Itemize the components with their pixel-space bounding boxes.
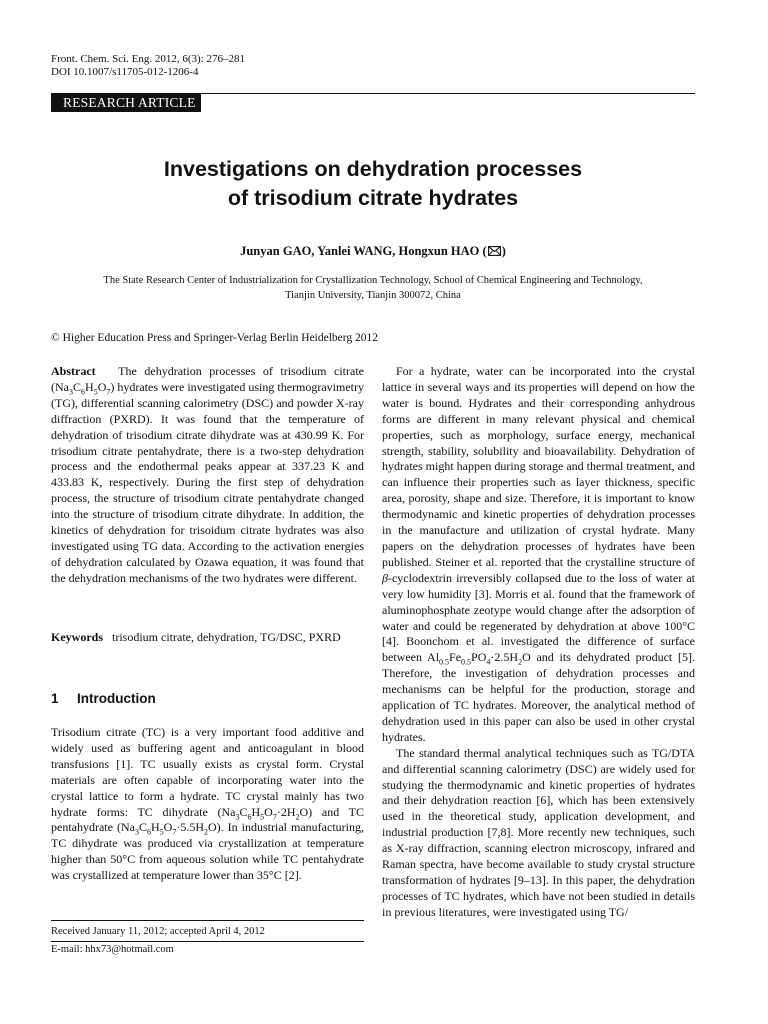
- sub: 3: [69, 387, 73, 397]
- abstract-text-a: The dehydration processes of trisodium citrate (Na: [51, 364, 364, 394]
- author-close-paren: ): [501, 244, 506, 258]
- intro-text-d: ·5.5H: [176, 820, 204, 835]
- sub: 0.5: [439, 657, 450, 667]
- journal-doi: DOI 10.1007/s11705-012-1206-4: [51, 65, 199, 78]
- intro-text-e: O). In industrial manufacturing, TC dihydrate was produced via crystallization at temperature higher than 50°C from aqueous solution while TC pentahydrate was crystallized at temperature lower than 35°C [2].: [51, 820, 364, 883]
- journal-citation: Front. Chem. Sci. Eng. 2012, 6(3): 276–281: [51, 53, 246, 65]
- title-line-2: of trisodium citrate hydrates: [227, 186, 519, 210]
- keywords-block: [51, 630, 364, 646]
- keywords-text: trisodium citrate, dehydration, TG/DSC, PXRD: [112, 630, 341, 644]
- text-run: Fe: [449, 650, 462, 665]
- introduction-paragraph: Trisodium citrate (TC) is a very important food additive and widely used as buffering agent and anticoagulant in blood transfusions [1]. TC usually exists as crystal form. Crystal materials are often capable of incorporating water into the crystal lattice to form a hydrate. TC crystal mainly has two hydrate forms: TC dihydrate $(Na_3C_6H_5O_7\cdot 2H_2O)$ and TC pentahydrate $(Na_3C_6H_5O_7\cdot 5.5H_2O)$. In industrial manufacturing, TC dihydrate was produced via crystallization at temperature higher than 50°C from aqueous solution while TC pentahydrate was crystallized at temperature lower than 35°C [2].: [51, 725, 364, 883]
- intro-text-c: O) and TC pentahydrate (Na: [51, 804, 364, 835]
- paragraph-hydrates: [382, 364, 695, 746]
- text-run: For a hydrate, water can be incorporated into the crystal lattice in several ways and its properties will depend on how the water is bound. Hydrates and their corresponding anhydrous forms are different in many relevant physical and chemical properties, such as morphology, surface energy, mechanical strength, stability, solubility and bioavailability. Dehydration of hydrates might happen during storage and thermal treatment, and can influence their properties such as layer thickness, specific area, porosity, shape and size. Therefore, it is important to know thermodynamic and kinetic properties of dehydration processes in the manufacture and utilization of crystal hydrate. Many papers on the dehydration processes of hydrates have been published. Steiner et al. reported that the crystalline structure of: [382, 364, 695, 569]
- abstract-label: Abstract: [51, 364, 96, 378]
- keywords-label: Keywords: [51, 630, 103, 644]
- article-title: [51, 155, 695, 213]
- abstract-text-e: ) hydrates were investigated using thermogravimetry (TG), differential scanning calorimetry (DSC) and powder X-ray diffraction (PXRD). It was found that the temperature of dehydration of trisodium citrate dihydrate was at 430.99 K. For trisodium citrate pentahydrate, there is a two-step dehydration process and the endothermal peaks appear at 337.23 K and 433.83 K, respectively. During the first step of dehydration process, the structure of trisodium citrate pentahydrate changed into the structure of trisodium citrate dihydrate. In addition, the kinetics of dehydration for trisoidum citrate hydrates was also investigated using TG data. According to the activation energies of dehydration calculated by Ozawa equation, it was found that the dehydration mechanisms of the two hydrates were different.: [51, 379, 364, 585]
- text-run: ·2.5H: [490, 650, 519, 665]
- abstract-text-b: C: [73, 379, 82, 394]
- sub: 6: [146, 827, 151, 837]
- section-title: Introduction: [77, 691, 156, 706]
- author-names: Junyan GAO, Yanlei WANG, Hongxun HAO (: [240, 244, 487, 258]
- footnote-rule-2: [51, 941, 364, 942]
- sub: 7: [106, 387, 111, 397]
- affiliation-line-1: The State Research Center of Industrialization for Crystallization Technology, School of Chemical Engineering and Technology,: [103, 275, 643, 286]
- abstract-block: [51, 364, 364, 587]
- beta-symbol: β: [382, 570, 388, 585]
- sub: 2: [204, 827, 208, 837]
- intro-text-a: Trisodium citrate (TC) is a very important food additive and widely used as buffering agent and anticoagulant in blood transfusions [1]. TC usually exists as crystal form. Crystal materials are often capable of incorporating water into the crystal lattice to form a hydrate. TC crystal mainly has two hydrate forms: TC dihydrate (Na: [51, 725, 364, 819]
- copyright-notice: © Higher Education Press and Springer-Verlag Berlin Heidelberg 2012: [51, 332, 379, 344]
- sub: 5: [260, 811, 265, 821]
- sub: 5: [159, 827, 164, 837]
- section-number: 1: [51, 691, 59, 706]
- sub: 2: [295, 811, 300, 821]
- sub: 4: [486, 657, 491, 667]
- abstract-text-c: H: [85, 379, 94, 394]
- sub: 0.5: [461, 657, 472, 667]
- right-column-text: [382, 364, 695, 921]
- sub: 2: [518, 657, 523, 667]
- abstract-text-d: O: [97, 379, 107, 394]
- section-heading-introduction: [51, 691, 156, 707]
- text-run: O and its dehydrated product [5]. Therefore, the investigation of dehydration processes and mechanisms can be helpful for the production, storage and application of TC hydrates. Moreover, the analytical method of dehydration used in this paper can also be used in other crystal hydrates.: [382, 650, 695, 744]
- footnote-rule: [51, 920, 364, 921]
- author-list: [51, 244, 695, 259]
- sub: 5: [93, 387, 98, 397]
- sub: 6: [81, 387, 86, 397]
- article-type-banner: RESEARCH ARTICLE: [51, 94, 201, 112]
- paragraph-thermal-analysis: The standard thermal analytical techniques such as TG/DTA and differential scanning calorimetry (DSC) are widely used for studying the thermodynamic and kinetic properties of hydrates and their dehydration reaction [6], which has been extensively used in the theoretical study, application development, and industrial production [7,8]. More recently new techniques, such as X-ray diffraction, scanning electron microscopy, infrared and Raman spectra, have become available to study crystal structure transformation of hydrates [9–13]. In this paper, the dehydration processes of TC hydrates, which have not been studied in details in previous literatures, were investigated using TG/: [382, 745, 695, 919]
- affiliation-line-2: Tianjin University, Tianjin 300072, China: [285, 289, 461, 301]
- title-line-1: Investigations on dehydration processes: [163, 157, 583, 181]
- affiliation: [51, 274, 695, 303]
- envelope-icon[interactable]: [488, 245, 501, 259]
- sub: 7: [172, 827, 177, 837]
- sub: 3: [134, 827, 139, 837]
- journal-header: [51, 53, 245, 78]
- received-date: Received January 11, 2012; accepted April 4, 2012: [51, 926, 265, 937]
- corresponding-email[interactable]: E-mail: hhx73@hotmail.com: [51, 944, 174, 955]
- intro-text-b: ·2H: [276, 804, 296, 819]
- sub: 3: [235, 811, 240, 821]
- sub: 7: [272, 811, 277, 821]
- text-run: -cyclodextrin irreversibly collapsed due to the loss of water at very low humidity [3]. Morris et al. found that the framework of aluminophosphate zeotype would change after the adsorption of water and could be regenerated by dehydration at above 100°C [4]. Boonchom et al. investigated the difference of surface between Al: [382, 570, 695, 665]
- text-run: PO: [471, 650, 487, 665]
- sub: 6: [247, 811, 252, 821]
